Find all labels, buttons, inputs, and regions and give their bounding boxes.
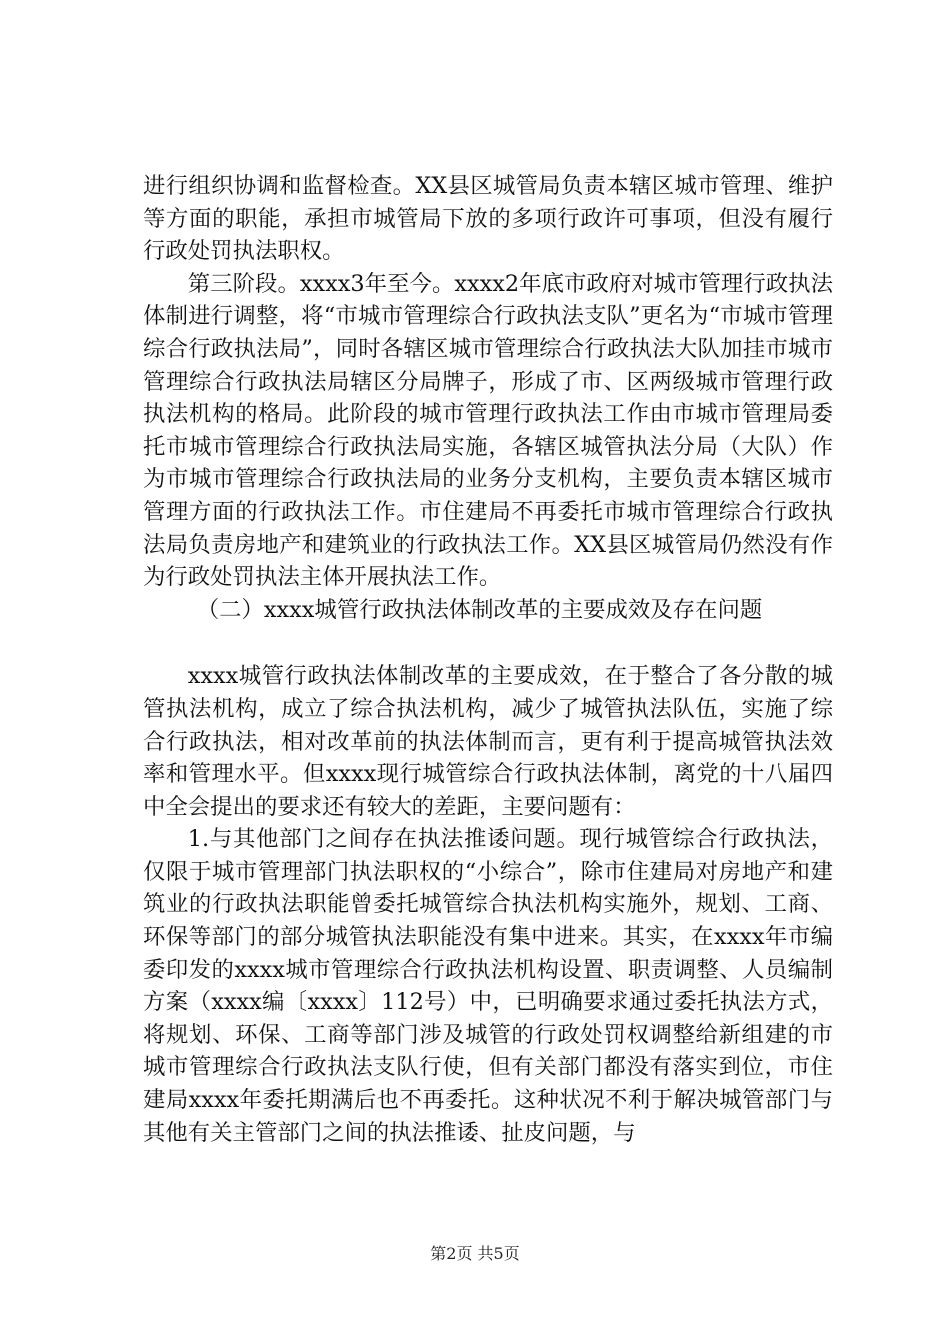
paragraph-continuation: 进行组织协调和监督检查。XX县区城管局负责本辖区城市管理、维护等方面的职能，承担市城管局下放的多项行政许可事项，但没有履行行政处罚执法职权。 bbox=[143, 173, 833, 265]
page-footer: 第2页 共5页 bbox=[430, 1244, 520, 1263]
paragraph-spacer bbox=[143, 626, 833, 660]
section-heading: （二）xxxx城管行政执法体制改革的主要成效及存在问题 bbox=[196, 596, 763, 623]
paragraph-issue-1: 1.与其他部门之间存在执法推诿问题。现行城管综合行政执法，仅限于城市管理部门执法职权的“小综合”，除市住建局对房地产和建筑业的行政执法职能曾委托城管综合执法机构实施外，规划、工商、环保等部门的部分城管执法职能没有集中进来。其实，在xxxx年市编委印发的xxxx城市管理综合行政执法机构设置、职责调整、人员编制方案（xxxx编〔xxxx〕112号）中，已明确要求通过委托执法方式，将规划、环保、工商等部门涉及城管的行政处罚权调整给新组建的市城市管理综合行政执法支队行使，但有关部门都没有落实到位，市住建局xxxx年委托期满后也不再委托。这种状况不利于解决城管部门与其他有关主管部门之间的执法推诿、扯皮问题，与 bbox=[143, 826, 833, 1146]
document-body bbox=[143, 170, 833, 1149]
paragraph-main-results: xxxx城管行政执法体制改革的主要成效，在于整合了各分散的城管执法机构，成立了综合执法机构，减少了城管执法队伍，实施了综合行政执法，相对改革前的执法体制而言，更有利于提高城管执法效率和管理水平。但xxxx现行城管综合行政执法体制，离党的十八届四中全会提出的要求还有较大的差距，主要问题有： bbox=[143, 663, 833, 820]
paragraph-third-stage: 第三阶段。xxxx3年至今。xxxx2年底市政府对城市管理行政执法体制进行调整，将“市城市管理综合行政执法支队”更名为“市城市管理综合行政执法局”，同时各辖区城市管理综合行政执法大队加挂市城市管理综合行政执法局辖区分局牌子，形成了市、区两级城市管理行政执法机构的格局。此阶段的城市管理行政执法工作由市城市管理局委托市城市管理综合行政执法局实施，各辖区城管执法分局（大队）作为市城市管理综合行政执法局的业务分支机构，主要负责本辖区城市管理方面的行政执法工作。市住建局不再委托市城市管理综合行政执法局负责房地产和建筑业的行政执法工作。XX县区城管局仍然没有作为行政处罚执法主体开展执法工作。 bbox=[143, 270, 833, 591]
